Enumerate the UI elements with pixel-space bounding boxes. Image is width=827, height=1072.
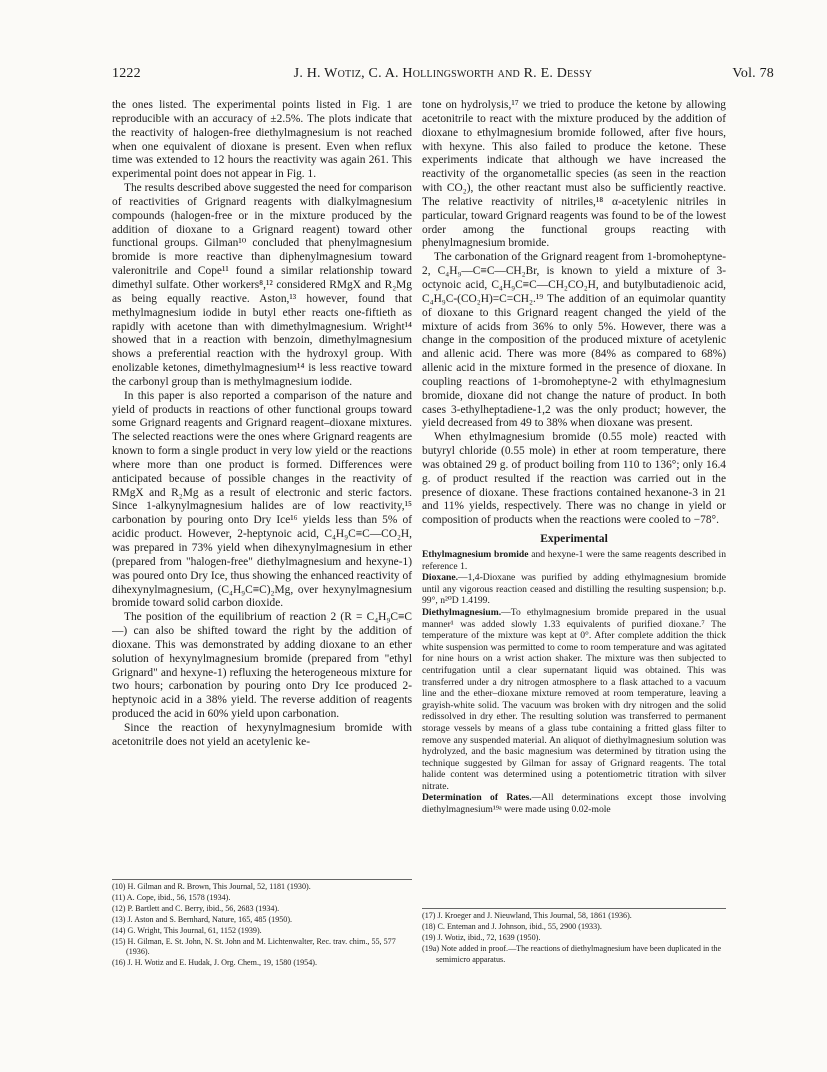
paragraph: The carbonation of the Grignard reagent from 1-bromoheptyne-2, C₄H₉—C≡C—CH₂Br, is known to yield a mixture of 3-octynoic acid, C₄H₉C≡C—CH₂CO₂H, and butylbutadienoic acid, C₄H₉C-(CO₂H)=C=CH₂.¹⁹ The addition of an equimolar quantity of dioxane to this Grignard reagent changed the yield of the mixture of acids from 36% to only 5%. However, there was a change in the composition of the produced mixture of acetylenic and allenic acid. There was more (84% as compared to 68%) allenic acid in the mixture formed in the presence of dioxane. In coupling reactions of 1-bromoheptyne-2 with ethylmagnesium bromide, dioxane did not change the nature of product. In both cases 3-ethylheptadiene-1,2 was the only product; however, the yield decreased from 49 to 38% when dioxane was present. [422, 251, 726, 430]
run-in-heading: Determination of Rates. [422, 792, 532, 804]
paragraph-text: and hexyne-1 were the same reagents described in reference 1. [422, 549, 726, 572]
paragraph: The results described above suggested the need for comparison of reactivities of Grignard reagents with dialkylmagnesium compounds (halogen-free or in the mixture produced by the addition of dioxane to a Grignard reagent) toward other functional groups. Gilman¹⁰ concluded that phenylmagnesium bromide is more reactive than diphenylmagnesium toward valeronitrile and Cope¹¹ found a similar relationship toward dimethyl sulfate. Other workers⁸,¹² considered RMgX and R₂Mg as being equally reactive. Aston,¹³ however, found that methylmagnesium iodide in butyl ether reacts one-fiftieth as rapidly with acetone than with dimethylmagnesium. Wright¹⁴ showed that in a reaction with benzoin, dimethylmagnesium shows a preferential reaction with the hydroxyl group. With enolizable ketones, dimethylmagnesium¹⁴ is less reactive toward the carbonyl group than is methylmagnesium iodide. [112, 182, 412, 388]
paragraph-text: —All determinations except those involving diethylmagnesium¹⁹ᵃ were made using 0.02-mole [422, 792, 727, 816]
run-in-heading: Diethylmagnesium. [422, 606, 502, 618]
footnote: (17) J. Kroeger and J. Nieuwland, This Journal, 58, 1861 (1936). [422, 911, 632, 920]
experimental-paragraph [422, 572, 726, 607]
paragraph: In this paper is also reported a comparison of the nature and yield of products in reactions of other functional groups toward some Grignard reagents and Grignard reagent–dioxane mixtures. The selected reactions were the ones where Grignard reagents are known to form a single product in very low yield or the reactions where more than one product is formed. Differences were anticipated because of possible changes in the reactivity of RMgX and R₂Mg as a result of electronic and steric factors. Since 1-alkynylmagnesium halides are of low reactivity,¹⁵ carbonation by pouring onto Dry Ice¹⁶ yields less than 5% of acidic product. However, 2-heptynoic acid, C₄H₉C≡C—CO₂H, was prepared in 73% yield when dihexynylmagnesium in ether (prepared from "halogen-free" diethylmagnesium and hexyne-1) was poured onto Dry Ice, thus showing the enhanced reactivity of dihexynylmagnesium, (C₄H₉C≡C)₂Mg, over hexynylmagnesium bromide toward solid carbon dioxide. [112, 389, 412, 610]
run-in-heading: Dioxane. [422, 572, 458, 584]
experimental-paragraph [422, 792, 726, 815]
footnote: (16) J. H. Wotiz and E. Hudak, J. Org. Chem., 19, 1580 (1954). [112, 958, 317, 968]
footnote: (11) A. Cope, ibid., 56, 1578 (1934). [112, 892, 231, 902]
paragraph: the ones listed. The experimental points listed in Fig. 1 are reproducible with an accuracy of ±2.5%. The plots indicate that the reactivity of halogen-free diethylmagnesium is not reached when one equivalent of dioxane is present. Even when reflux time was extended to 12 hours the reactivity was again 261. This experimental point does not appear in Fig. 1. [112, 99, 412, 181]
paragraph-text: —To ethylmagnesium bromide prepared in the usual manner¹ was added slowly 1.33 equivalents of purified dioxane.⁷ The temperature of the mixture was kept at 0°. After complete addition the thick white suspension was permitted to come to room temperature and was agitated for nine hours on a wrist action shaker. The mixture was then subjected to centrifugation until a clear supernatant liquid was obtained. This was transferred under a dry nitrogen atmosphere to a flask attached to a vacuum line and the ether–dioxane mixture removed at room temperature, leaving a grayish-white solid. The vacuum was broken with dry nitrogen and the solid redissolved in dry ether. The resulting solution was transferred to permanent storage vessels by means of a glass tube containing a fritted glass filter to remove any suspended material. An aliquot of diethylmagnesium solution was hydrolyzed, and the basic magnesium was determined by titration using the technique suggested by Gilman for assay of Grignard reagents. The total halide content was determined using a potentiometric titration with silver nitrate. [422, 606, 726, 792]
paragraph: tone on hydrolysis,¹⁷ we tried to produce the ketone by allowing acetonitrile to react with the mixture produced by the addition of dioxane to ethylmagnesium bromide followed, after five hours, with hexyne. This also failed to produce the ketone. These experiments indicate that although we have increased the reactivity of the organometallic species (as seen in the reaction with CO₂), the other reactant must also be sufficiently reactive. The relative reactivity of nitriles,¹⁸ α-acetylenic nitriles in particular, toward Grignard reagents was found to be of the lowest order among the functional groups reacting with phenylmagnesium bromide. [422, 99, 726, 250]
experimental-paragraph [422, 607, 726, 793]
volume-label: Vol. 78 [732, 66, 774, 81]
left-footnotes [112, 879, 412, 969]
footnote: (19a) Note added in proof.—The reactions of diethylmagnesium have been duplicated in the semimicro apparatus. [422, 943, 722, 964]
right-column [422, 99, 726, 816]
footnote: (19) J. Wotiz, ibid., 72, 1639 (1950). [422, 932, 541, 942]
footnote: (14) G. Wright, This Journal, 61, 1152 (1939). [112, 925, 262, 935]
paragraph: When ethylmagnesium bromide (0.55 mole) reacted with butyryl chloride (0.55 mole) in ether at room temperature, there was obtained 29 g. of product boiling from 110 to 136°; only 16.4 g. of product resulted if the reaction was carried out in the presence of dioxane. These fractions contained hexanone-3 in 21 and 11% yields, respectively. There was no change in yield or composition of products when the reactions were cooled to −78°. [422, 431, 726, 527]
section-heading: Experimental [540, 532, 608, 546]
paragraph: Since the reaction of hexynylmagnesium bromide with acetonitrile does not yield an acetylenic ke- [112, 721, 412, 748]
footnote: (15) H. Gilman, E. St. John, N. St. John and M. Lichtenwalter, Rec. trav. chim., 55, 577 (1936). [112, 936, 396, 957]
footnote: (18) C. Enteman and J. Johnson, ibid., 55, 2900 (1933). [422, 921, 602, 931]
left-column [112, 99, 412, 750]
paragraph-text: —1,4-Dioxane was purified by adding ethylmagnesium bromide until any vigorous reaction ceased and distilling the resulting suspension; b.p. 99°, n²⁰D 1.4199. [422, 572, 726, 607]
page-number: 1222 [112, 66, 141, 81]
running-header [112, 66, 774, 86]
paragraph: The position of the equilibrium of reaction 2 (R = C₄H₉C≡C—) can also be shifted toward the right by the addition of dioxane. This was demonstrated by adding dioxane to an ether solution of hexynylmagnesium bromide (prepared from "ethyl Grignard" and hexyne-1) refluxing the heterogeneous mixture for two hours; carbonation by pouring onto Dry Ice produced 2-heptynoic acid in a 38% yield. The reverse addition of reagents produced the acid in 60% yield upon carbonation. [112, 611, 412, 721]
footnote: (10) H. Gilman and R. Brown, This Journal, 52, 1181 (1930). [112, 882, 311, 891]
running-title-authors: J. H. Wotiz, C. A. Hollingsworth and R. E. Dessy [293, 66, 593, 81]
right-footnotes [422, 908, 726, 966]
footnote: (12) P. Bartlett and C. Berry, ibid., 56, 2683 (1934). [112, 903, 280, 913]
run-in-heading: Ethylmagnesium bromide [422, 549, 529, 560]
footnote: (13) J. Aston and S. Bernhard, Nature, 165, 485 (1950). [112, 914, 293, 924]
experimental-paragraph [422, 549, 726, 572]
